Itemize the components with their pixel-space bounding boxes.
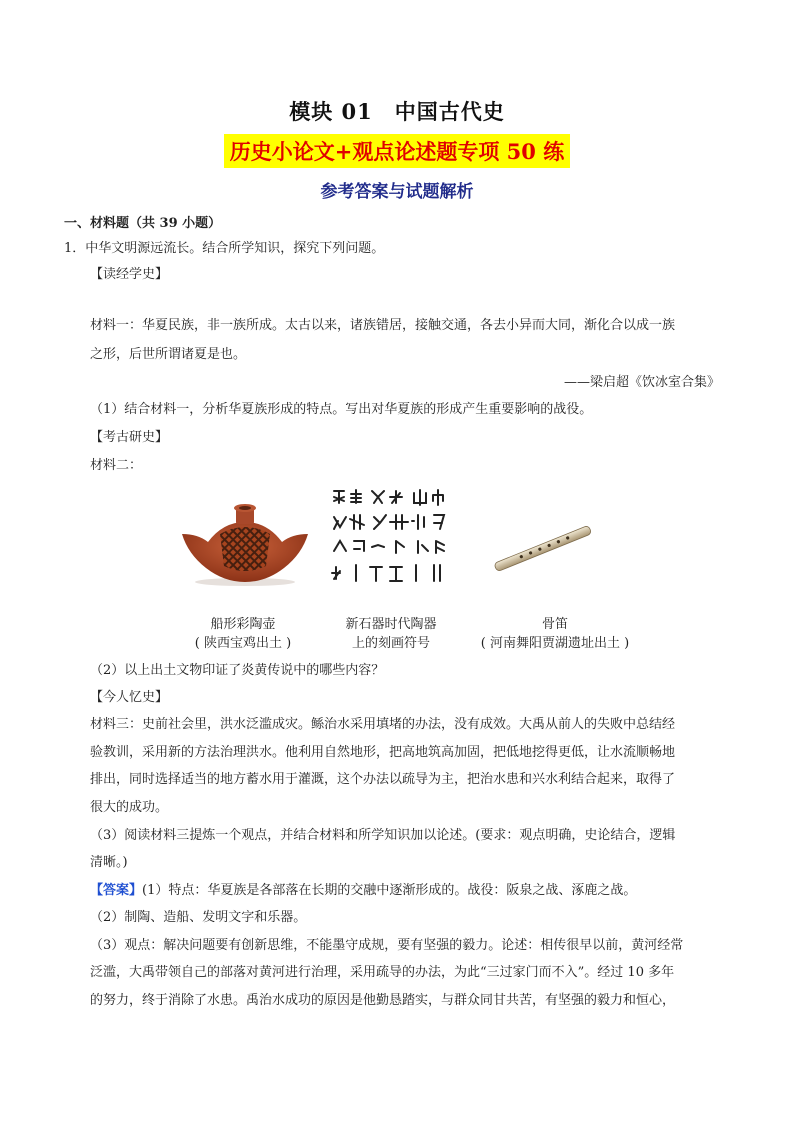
answer-part1: (1）特点：华夏族是各部落在长期的交融中逐渐形成的。战役：阪泉之战、涿鹿之战。 [142,883,637,898]
part3-label: 【今人忆史】 [90,690,169,705]
answer-part3-line1: （3）观点：解决问题要有创新思维，不能墨守成规，要有坚强的毅力。论述：相传很早以前，黄河经常 [90,938,684,953]
carved-symbols-image [330,487,452,587]
subtitle-banner [0,134,794,168]
part1-label: 【读经学史】 [90,267,169,282]
figure3-caption [470,613,640,651]
subquestion-3-line1: （3）阅读材料三提炼一个观点，并结合材料和所学知识加以论述。(要求：观点明确，史论结合，逻辑 [90,828,676,843]
answer-part3-line2: 泛滥，大禹带领自己的部落对黄河进行治理，采用疏导的办法，为此“三过家门而不入”。经过 10 多年 [90,965,675,980]
answer-part2: （2）制陶、造船、发明文字和乐器。 [90,910,307,925]
material1-line2: 之形，后世所谓诸夏是也。 [90,347,247,362]
subquestion-3-line2: 清晰。) [90,855,128,870]
subquestion-1: （1）结合材料一，分析华夏族形成的特点。写出对华夏族的形成产生重要影响的战役。 [90,402,593,417]
figure3-caption-title: 骨笛 [541,617,568,632]
material3-line3: 排出，同时选择适当的地方蓄水用于灌溉，这个办法以疏导为主，把治水患和兴水利结合起来，取得了 [90,772,676,787]
module-title [0,96,794,126]
answer-line1 [90,881,636,901]
subquestion-2: （2）以上出土文物印证了炎黄传说中的哪些内容？ [90,663,385,678]
material2-label: 材料二： [90,458,143,473]
answer-label: 【答案】 [90,883,143,898]
figure2-caption [326,613,456,651]
material3-line1: 材料三：史前社会里，洪水泛滥成灾。鲧治水采用填堵的办法，没有成效。大禹从前人的失败中总结经 [90,717,676,732]
material1-line1: 材料一：华夏民族，非一族所成。太古以来，诸族错居，接触交通，各去小异而大同，渐化合以成一族 [90,318,676,333]
figure1-caption [168,613,318,651]
answer-part3-line3: 的努力，终于消除了水患。禹治水成功的原因是他勤恳踏实，与群众同甘共苦，有坚强的毅力和恒心， [90,993,676,1008]
question-stem: 1．中华文明源远流长。结合所学知识，探究下列问题。 [64,241,385,256]
section-heading: 一、材料题（共 39 小题） [64,216,222,231]
module-name: 中国古代史 [394,99,505,124]
figure1-caption-origin: ( 陕西宝鸡出土 ) [194,636,292,651]
module-number: 模块 01 [289,99,373,124]
material3-line2: 验教训，采用新的方法治理洪水。他利用自然地形，把高地筑高加固，把低地挖得更低，让水流顺畅地 [90,745,676,760]
material3-line4: 很大的成功。 [90,800,169,815]
subtitle-text: 历史小论文+观点论述题专项 50 练 [224,134,570,168]
figure2-caption-origin: 上的刻画符号 [351,636,430,651]
bone-flute-image [488,518,598,580]
figure2-caption-title: 新石器时代陶器 [345,617,437,632]
figure1-caption-title: 船形彩陶壶 [210,617,276,632]
material1-source: ——梁启超《饮冰室合集》 [563,375,720,390]
part2-label: 【考古研史】 [90,430,169,445]
boat-pottery-pot-image [178,500,312,590]
figure3-caption-origin: ( 河南舞阳贾湖遗址出土 ) [480,636,630,651]
section-title: 参考答案与试题解析 [320,182,474,202]
